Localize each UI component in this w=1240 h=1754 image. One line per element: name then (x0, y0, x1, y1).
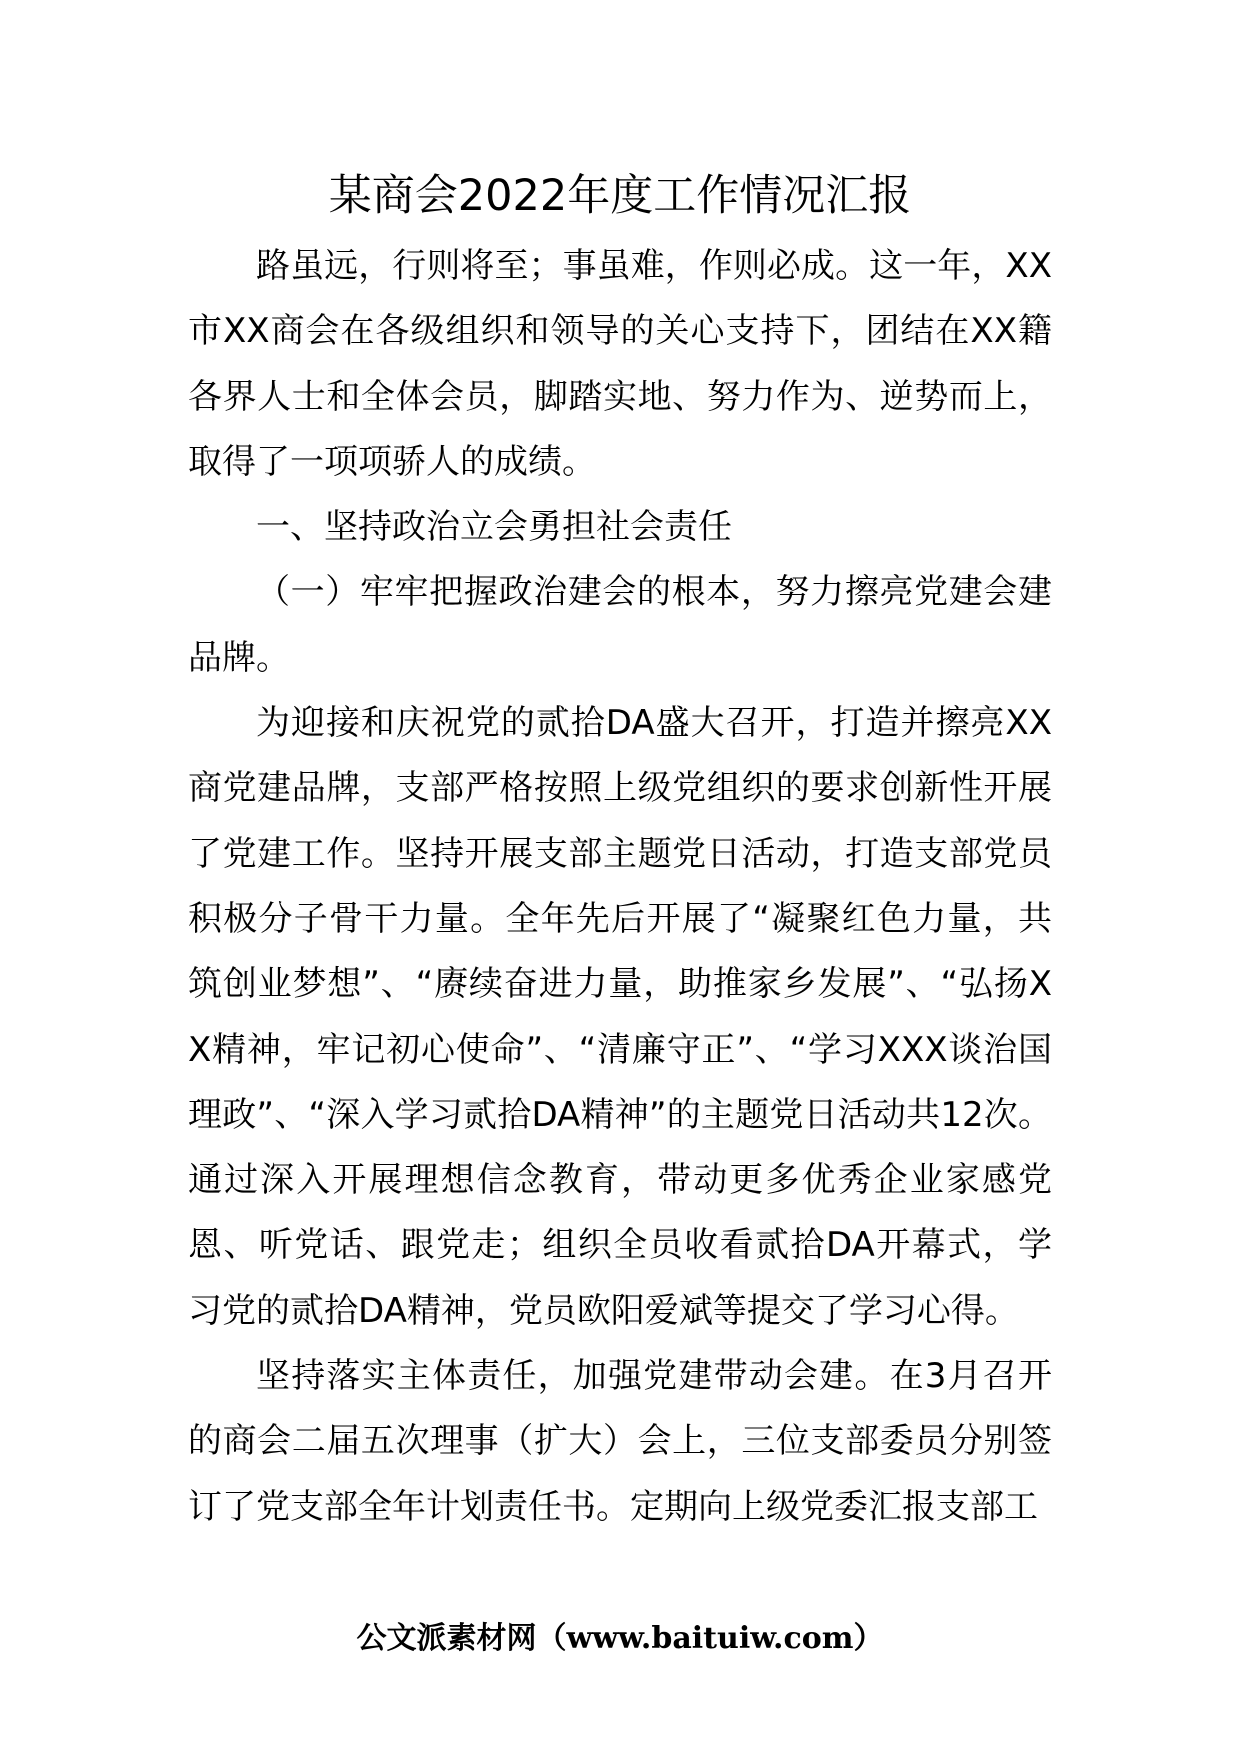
subsection-heading: （一）牢牢把握政治建会的根本，努力擦亮党建会建品牌。 (188, 572, 1052, 678)
paragraph-responsibility: 坚持落实主体责任，加强党建带动会建。在3月召开的商会二届五次理事（扩大）会上，三位支部委员分别签订了党支部全年计划责任书。定期向上级党委汇报支部工 (188, 1356, 1052, 1527)
paragraph-intro: 路虽远，行则将至；事虽难，作则必成。这一年，XX市XX商会在各级组织和领导的关心支持下，团结在XX籍各界人士和全体会员，脚踏实地、努力作为、逆势而上，取得了一项项骄人的成绩。 (188, 246, 1052, 482)
footer-watermark: 公文派素材网（www.baituiw.com） (356, 1621, 884, 1656)
section-heading: 一、坚持政治立会勇担社会责任 (256, 507, 732, 548)
document-title: 某商会2022年度工作情况汇报 (328, 171, 912, 221)
paragraph-party-building: 为迎接和庆祝党的贰拾DA盛大召开，打造并擦亮XX商党建品牌，支部严格按照上级党组织的要求创新性开展了党建工作。坚持开展支部主题党日活动，打造支部党员积极分子骨干力量。全年先后开展了“凝聚红色力量，共筑创业梦想”、“赓续奋进力量，助推家乡发展”、“弘扬XX精神，牢记初心使命”、“清廉守正”、“学习XXX谈治国理政”、“深入学习贰拾DA精神”的主题党日活动共12次。通过深入开展理想信念教育，带动更多优秀企业家感党恩、听党话、跟党走；组织全员收看贰拾DA开幕式，学习党的贰拾DA精神，党员欧阳爱斌等提交了学习心得。 (188, 703, 1052, 1331)
document-body (188, 234, 1052, 1540)
